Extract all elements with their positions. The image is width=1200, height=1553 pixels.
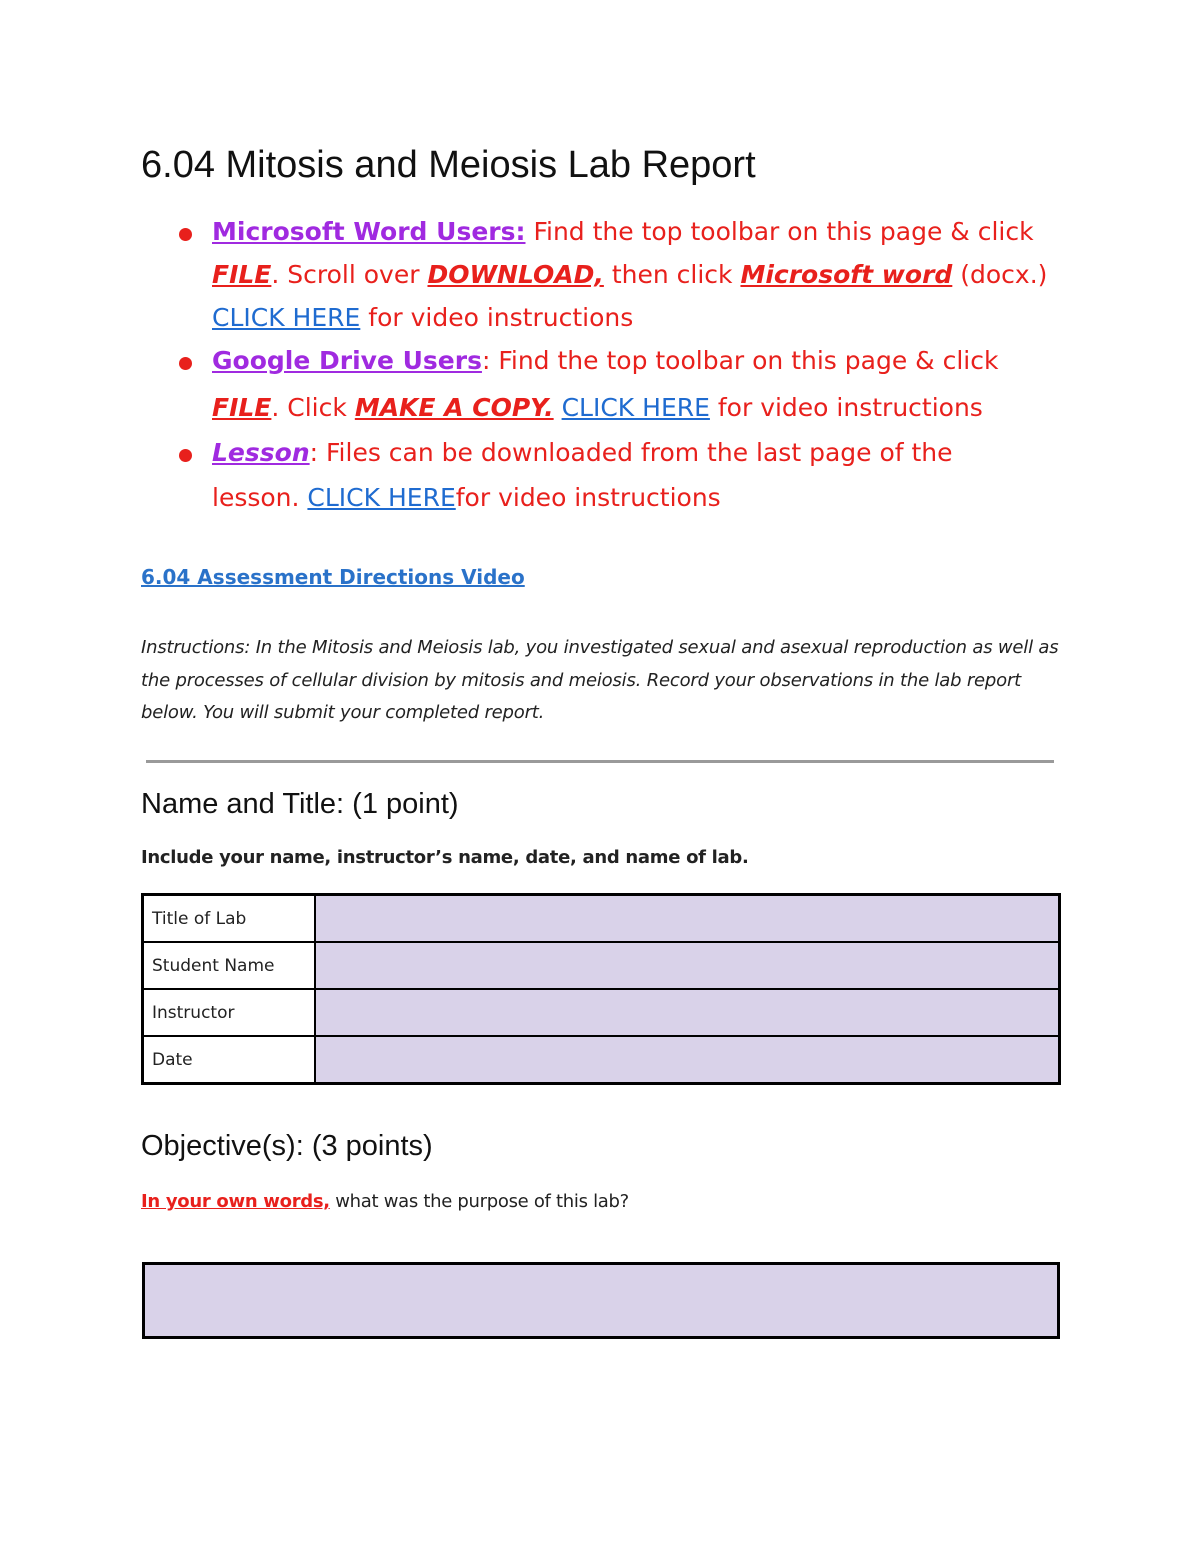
lesson-text-1: : Files can be downloaded from the last page of the	[309, 438, 953, 467]
word-text-3: then click	[603, 260, 741, 289]
page-title: 6.04 Mitosis and Meiosis Lab Report	[141, 144, 756, 186]
row-label: Student Name	[143, 942, 316, 989]
word-text-2: . Scroll over	[271, 260, 428, 289]
lesson-text-2: lesson.	[212, 483, 308, 512]
drive-video-link[interactable]: CLICK HERE	[561, 393, 710, 422]
objective-question-text: what was the purpose of this lab?	[329, 1191, 629, 1212]
bullet-dot-icon	[179, 357, 192, 370]
table-row	[143, 1036, 1060, 1084]
bullet-dot-icon	[179, 449, 192, 462]
objective-answer-field[interactable]	[142, 1262, 1060, 1339]
student-name-field[interactable]	[315, 942, 1060, 989]
drive-text-3: for video instructions	[709, 393, 983, 422]
lab-info-table	[141, 893, 1061, 1085]
table-row	[143, 895, 1060, 943]
lesson-video-link[interactable]: CLICK HERE	[307, 483, 456, 512]
row-label: Date	[143, 1036, 316, 1084]
word-download-label: DOWNLOAD,	[427, 260, 604, 289]
instructor-field[interactable]	[315, 989, 1060, 1036]
row-label: Title of Lab	[143, 895, 316, 943]
objective-question	[141, 1191, 629, 1212]
drive-users-label: Google Drive Users	[212, 346, 482, 375]
table-row	[143, 989, 1060, 1036]
drive-copy-label: MAKE A COPY.	[354, 393, 554, 422]
drive-file-label: FILE	[212, 393, 272, 422]
instruction-bullets	[175, 212, 1075, 523]
word-text-4: (docx.)	[952, 260, 1048, 289]
objective-emphasis: In your own words,	[141, 1191, 330, 1212]
name-title-subtext: Include your name, instructor’s name, date, and name of lab.	[141, 847, 749, 868]
lesson-text-3: for video instructions	[455, 483, 721, 512]
bullet-lesson	[175, 433, 1075, 523]
instructions-text: Instructions: In the Mitosis and Meiosis lab, you investigated sexual and asexual reproduction as well as the processes of cellular division by mitosis and meiosis. Record your observations in the lab report below. You will submit your completed report.	[141, 637, 1059, 723]
word-video-link[interactable]: CLICK HERE	[212, 303, 361, 332]
word-text-5: for video instructions	[360, 303, 634, 332]
objective-heading: Objective(s): (3 points)	[141, 1130, 433, 1162]
bullet-word-users	[175, 212, 1075, 341]
assessment-directions-link[interactable]: 6.04 Assessment Directions Video	[141, 565, 525, 589]
title-of-lab-field[interactable]	[315, 895, 1060, 943]
bullet-dot-icon	[179, 228, 192, 241]
date-field[interactable]	[315, 1036, 1060, 1084]
drive-text-2: . Click	[271, 393, 355, 422]
word-msword-label: Microsoft word	[740, 260, 953, 289]
table-row	[143, 942, 1060, 989]
drive-text-1: : Find the top toolbar on this page & click	[481, 346, 999, 375]
word-text-1: Find the top toolbar on this page & click	[525, 217, 1034, 246]
row-label: Instructor	[143, 989, 316, 1036]
horizontal-divider	[146, 760, 1054, 763]
word-file-label: FILE	[212, 260, 272, 289]
bullet-drive-users	[175, 341, 1075, 433]
lesson-label: Lesson	[212, 438, 310, 467]
name-title-heading: Name and Title: (1 point)	[141, 788, 459, 820]
word-users-label: Microsoft Word Users:	[212, 217, 526, 246]
